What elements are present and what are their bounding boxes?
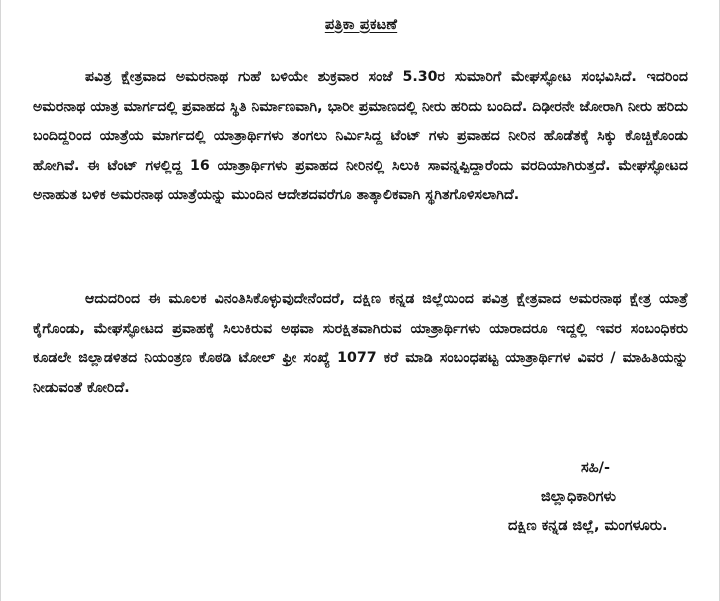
signature-label: ಸಹಿ/-: [581, 460, 610, 476]
signatory-designation: ಜಿಲ್ಲಾಧಿಕಾರಿಗಳು: [541, 489, 616, 505]
body-paragraph-1: ಪವಿತ್ರ ಕ್ಷೇತ್ರವಾದ ಅಮರನಾಥ ಗುಹೆ ಬಳಿಯೇ ಶುಕ್ರವಾರ ಸಂಜೆ 5.30ರ ಸುಮಾರಿಗೆ ಮೇಘಸ್ಫೋಟ ಸಂಭವಿಸಿದೆ. ಇದರಿಂದ ಅಮರನಾಥ ಯಾತ್ರ ಮಾರ್ಗದಲ್ಲಿ ಪ್ರವಾಹದ ಸ್ಥಿತಿ ನಿರ್ಮಾಣವಾಗಿ, ಭಾರೀ ಪ್ರಮಾಣದಲ್ಲಿ ನೀರು ಹರಿದು ಬಂದಿದೆ. ದಿಢೀರನೇ ಜೋರಾಗಿ ನೀರು ಹರಿದು ಬಂದಿದ್ದರಿಂದ ಯಾತ್ರೆಯ ಮಾರ್ಗದಲ್ಲಿ ಯಾತ್ರಾರ್ಥಿಗಳು ತಂಗಲು ನಿರ್ಮಿಸಿದ್ದ ಟೆಂಟ್ ಗಳು ಪ್ರವಾಹದ ನೀರಿನ ಹೊಡೆತಕ್ಕೆ ಸಿಕ್ಕು ಕೊಚ್ಚಿಕೊಂಡು ಹೋಗಿವೆ. ಈ ಟೆಂಟ್ ಗಳಲ್ಲಿದ್ದ 16 ಯಾತ್ರಾರ್ಥಿಗಳು ಪ್ರವಾಹದ ನೀರಿನಲ್ಲಿ ಸಿಲುಕಿ ಸಾವನ್ನಪ್ಪಿದ್ದಾರೆಂದು ವರದಿಯಾಗಿರುತ್ತದೆ. ಮೇಘಸ್ಫೋಟದ ಅನಾಹುತ ಬಳಿಕ ಅಮರನಾಥ ಯಾತ್ರೆಯನ್ನು ಮುಂದಿನ ಆದೇಶದವರೆಗೂ ತಾತ್ಕಾಲಿಕವಾಗಿ ಸ್ಥಗಿತಗೊಳಿಸಲಾಗಿದೆ.: [33, 69, 688, 203]
document-title: ಪತ್ರಿಕಾ ಪ್ರಕಟಣೆ: [324, 17, 398, 33]
body-paragraph-2: ಆದುದರಿಂದ ಈ ಮೂಲಕ ವಿನಂತಿಸಿಕೊಳ್ಳುವುದೇನೆಂದರೆ, ದಕ್ಷಿಣ ಕನ್ನಡ ಜಿಲ್ಲೆಯಿಂದ ಪವಿತ್ರ ಕ್ಷೇತ್ರವಾದ ಅಮರನಾಥ ಕ್ಷೇತ್ರ ಯಾತ್ರೆ ಕೈಗೊಂಡು, ಮೇಘಸ್ಫೋಟದ ಪ್ರವಾಹಕ್ಕೆ ಸಿಲುಕಿರುವ ಅಥವಾ ಸುರಕ್ಷಿತವಾಗಿರುವ ಯಾತ್ರಾರ್ಥಿಗಳು ಯಾರಾದರೂ ಇದ್ದಲ್ಲಿ ಇವರ ಸಂಬಂಧಿಕರು ಕೂಡಲೇ ಜಿಲ್ಲಾಡಳಿತದ ನಿಯಂತ್ರಣ ಕೊಠಡಿ ಟೋಲ್ ಫ್ರೀ ಸಂಖ್ಯೆ 1077 ಕರೆ ಮಾಡಿ ಸಂಬಂಧಪಟ್ಟ ಯಾತ್ರಾರ್ಥಿಗಳ ವಿವರ / ಮಾಹಿತಿಯನ್ನು ನೀಡುವಂತೆ ಕೋರಿದೆ.: [33, 291, 688, 396]
signatory-office: ದಕ್ಷಿಣ ಕನ್ನಡ ಜಿಲ್ಲೆ, ಮಂಗಳೂರು.: [508, 518, 668, 534]
